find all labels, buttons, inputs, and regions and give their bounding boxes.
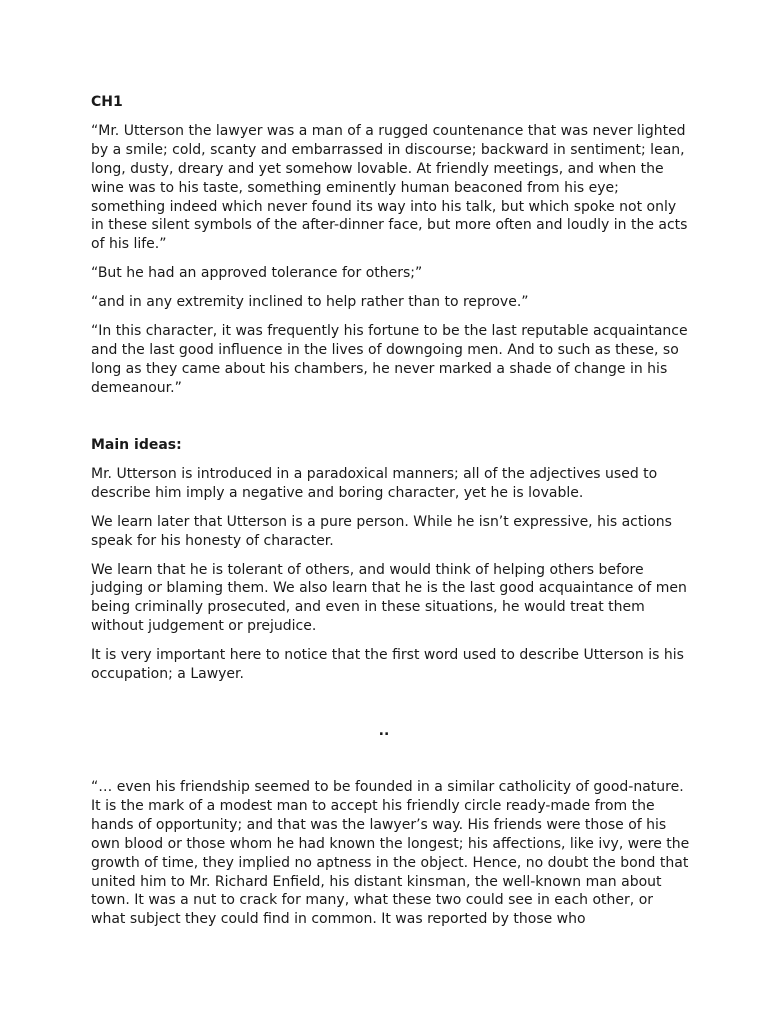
chapter-section (91, 93, 691, 408)
quote-paragraph: “Mr. Utterson the lawyer was a man of a rugged countenance that was never lighted by a smile; cold, scanty and embarrassed in discourse; backward in sentiment; lean, long, dusty, dreary and yet somehow lovable. At friendly meetings, and when the wine was to his taste, something eminently human beaconed from his eye; something indeed which never found its way into his talk, but which spoke not only in these silent symbols of the after-dinner face, but more often and loudly in the acts of his life.” (91, 122, 688, 253)
main-ideas-heading: Main ideas: (91, 437, 182, 453)
quote-paragraph: “… even his friendship seemed to be founded in a similar catholicity of good-nature. It is the mark of a modest man to accept his friendly circle ready-made from the hands of opportunity; and that was the lawyer’s way. His friends were those of his own blood or those whom he had known the longest; his affections, like ivy, were the growth of time, they implied no aptness in the object. Hence, no doubt the bond that united him to Mr. Richard Enfield, his distant kinsman, the well-known man about town. It was a nut to crack for many, what these two could see in each other, or what subject they could find in common. It was reported by those who (91, 779, 690, 928)
main-idea-paragraph: It is very important here to notice that the first word used to describe Utterson is his occupation; a Lawyer. (91, 647, 684, 683)
main-idea-paragraph: We learn that he is tolerant of others, and would think of helping others before judging or blaming them. We also learn that he is the last good acquaintance of men being criminally prosecuted, and even in these situations, he would treat them without judgement or prejudice. (91, 561, 687, 635)
quote-paragraph: “But he had an approved tolerance for others;” (91, 265, 423, 282)
main-idea-paragraph: Mr. Utterson is introduced in a paradoxical manners; all of the adjectives used to describe him imply a negative and boring character, yet he is lovable. (91, 465, 658, 501)
chapter-heading: CH1 (91, 94, 123, 110)
main-idea-paragraph: We learn later that Utterson is a pure person. While he isn’t expressive, his actions speak for his honesty of character. (91, 513, 672, 549)
section-separator: .. (378, 723, 390, 739)
quote-paragraph: “and in any extremity inclined to help rather than to reprove.” (91, 294, 529, 311)
second-quote-section (91, 778, 691, 939)
quote-paragraph: “In this character, it was frequently his fortune to be the last reputable acquaintance and the last good influence in the lives of downgoing men. And to such as these, so long as they came about his chambers, he never marked a shade of change in his demeanour.” (91, 323, 688, 396)
main-ideas-section (91, 436, 691, 694)
